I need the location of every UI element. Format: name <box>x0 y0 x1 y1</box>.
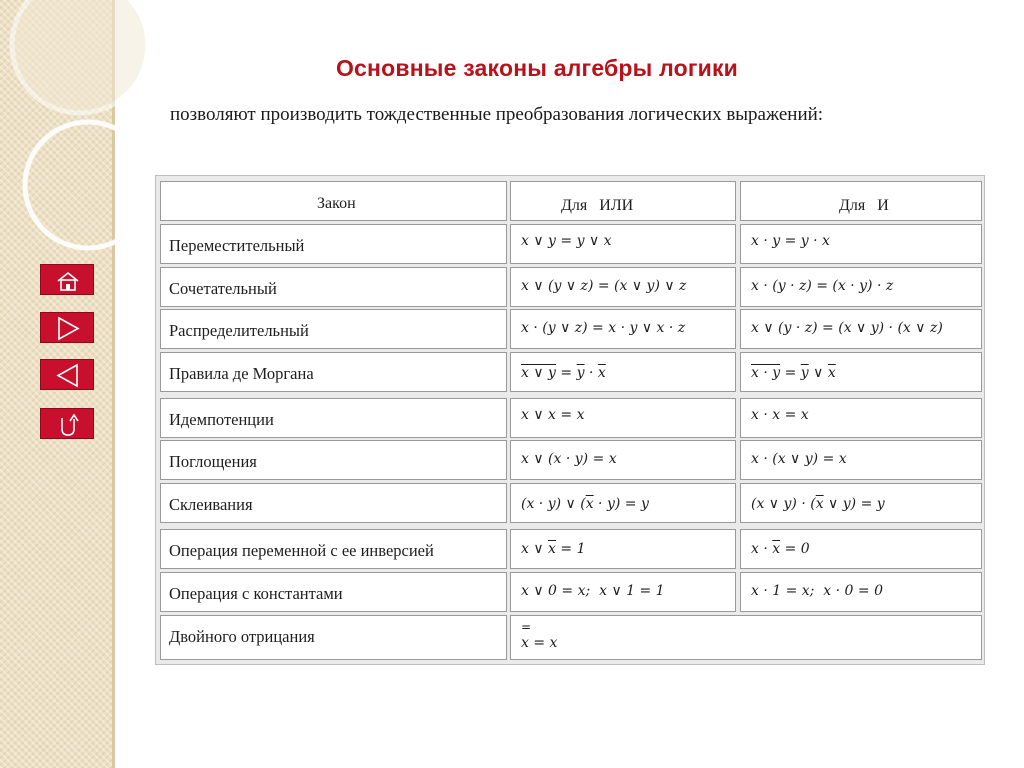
header-cell-and <box>740 181 982 221</box>
formula-both-cell <box>510 615 982 660</box>
formula-or: x ∨ y = y ∨ x <box>521 233 612 249</box>
law-name: Операция с константами <box>169 584 343 603</box>
law-name: Двойного отрицания <box>169 627 315 646</box>
formula-and: x · (x ∨ y) = x <box>751 451 847 467</box>
formula-or: x ∨ $y = \overline{y} \cdot \overline{x}$ <box>521 365 606 381</box>
law-name: Операция переменной с ее инверсией <box>169 541 434 560</box>
formula-both: x = x <box>521 635 558 651</box>
law-name: Распределительный <box>169 321 309 340</box>
laws-table <box>155 175 985 665</box>
header-cell-law <box>160 181 507 221</box>
formula-or: x ∨ (y ∨ z) = (x ∨ y) ∨ z <box>521 278 687 294</box>
header-or: Для ИЛИ <box>561 197 634 214</box>
header-cell-or <box>510 181 736 221</box>
page-subtitle: позволяют производить тождественные преобразования логических выражений: <box>170 104 824 125</box>
play-left-icon <box>41 360 95 391</box>
formula-and: x · y = y · x <box>751 233 830 249</box>
formula-and: $x \cdot \overline{x} = 0$ <box>751 541 810 557</box>
formula-or: (x · y) ∨ $(\overline{x} \cdot y) = y$ <box>521 496 649 512</box>
next-button[interactable] <box>40 312 94 343</box>
law-name: Сочетательный <box>169 279 277 298</box>
law-name: Переместительный <box>169 236 305 255</box>
formula-or: x · (y ∨ z) = x · y ∨ x · z <box>521 320 686 336</box>
formula-and: x · x = x <box>751 407 809 423</box>
header-law: Закон <box>317 195 356 212</box>
home-button[interactable] <box>40 264 94 295</box>
formula-and: $x \cdot y = \overline{y}$ ∨ $\overline{x}$ <box>751 365 836 381</box>
formula-or: x ∨ 0 = x; x ∨ 1 = 1 <box>521 583 665 599</box>
formula-or: x ∨ $\overline{x} = 1$ <box>521 541 586 557</box>
return-button[interactable] <box>40 408 94 439</box>
formula-and: x ∨ (y · z) = (x ∨ y) · (x ∨ z) <box>751 320 943 336</box>
formula-or: x ∨ x = x <box>521 407 585 423</box>
play-right-icon <box>41 313 95 344</box>
home-icon <box>41 265 95 296</box>
formula-and: (x ∨ $y) \cdot (\overline{x}$ ∨ y) = y <box>751 496 885 512</box>
formula-and: x · 1 = x; x · 0 = 0 <box>751 583 883 599</box>
u-turn-icon <box>41 409 95 440</box>
double-negation-mark: = <box>521 620 532 634</box>
law-name: Склеивания <box>169 495 253 514</box>
page-title: Основные законы алгебры логики <box>335 55 739 81</box>
law-name: Правила де Моргана <box>169 364 314 383</box>
formula-and: x · (y · z) = (x · y) · z <box>751 278 894 294</box>
formula-or: x ∨ (x · y) = x <box>521 451 617 467</box>
header-and: Для И <box>839 197 889 214</box>
law-name: Поглощения <box>169 452 257 471</box>
prev-button[interactable] <box>40 359 94 390</box>
law-name: Идемпотенции <box>169 410 274 429</box>
